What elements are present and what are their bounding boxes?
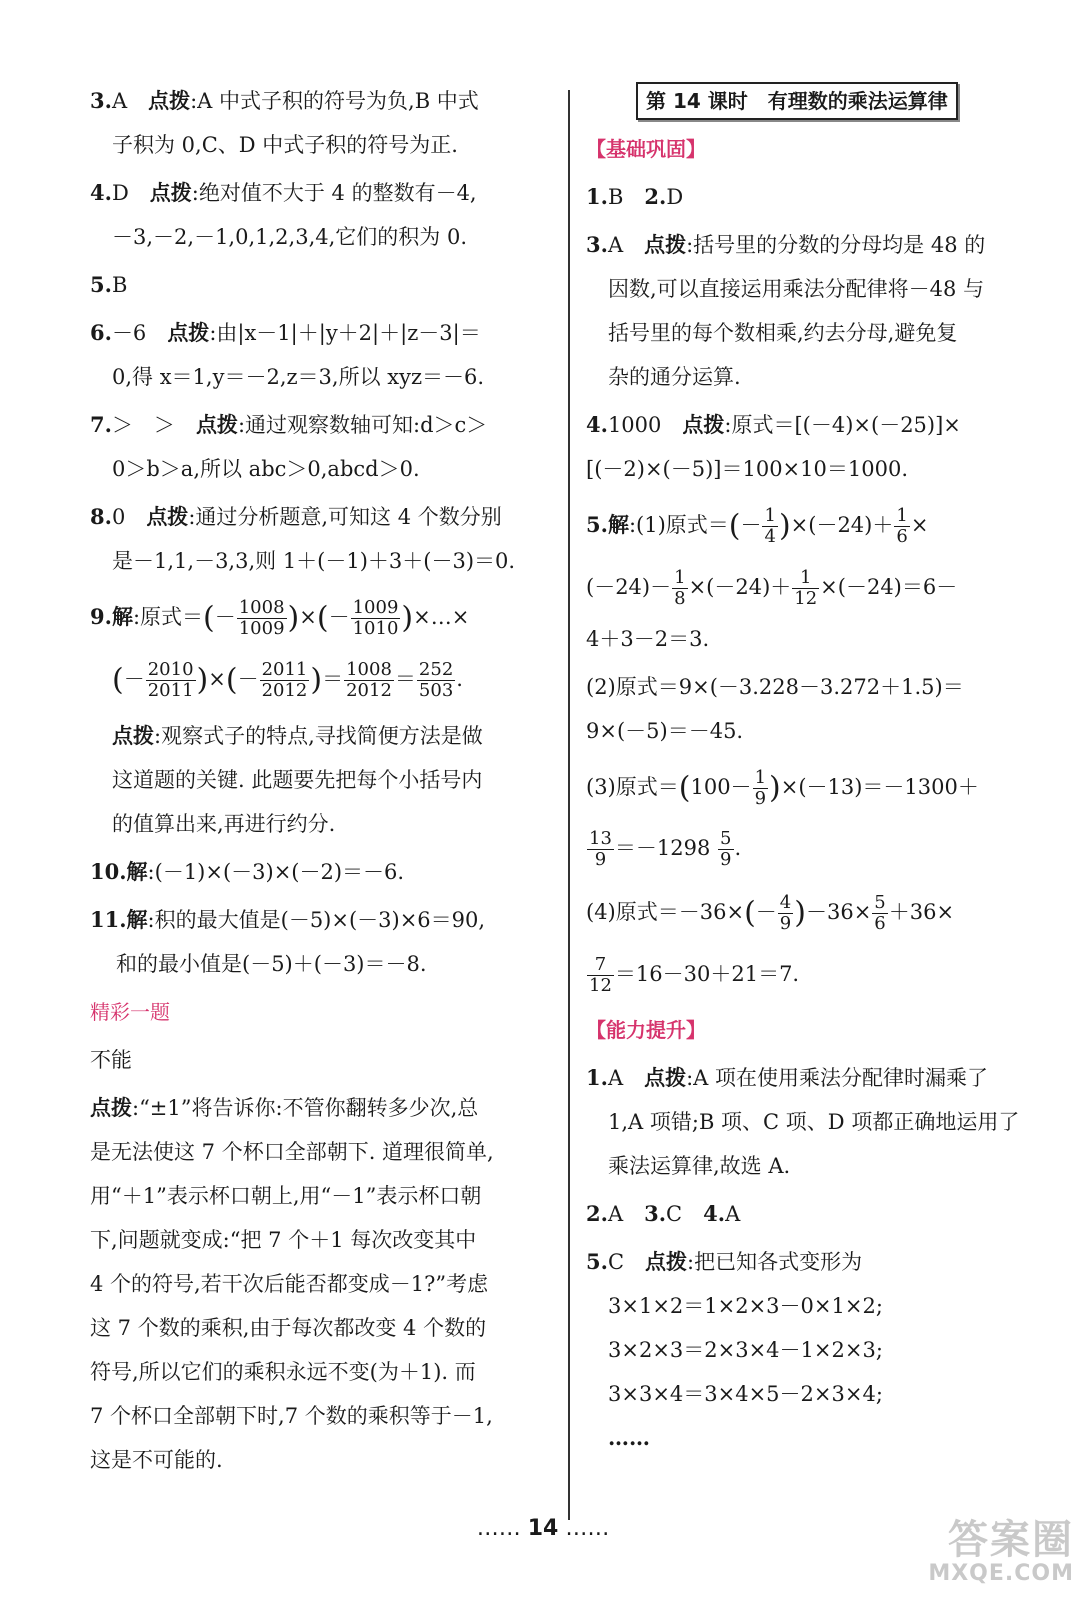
highlight-tip-line: 用“＋1”表示杯口朝上,用“－1”表示杯口朝 (90, 1184, 482, 1208)
highlight-answer: 不能 (90, 1048, 132, 1072)
q-number: 11. (90, 907, 127, 932)
answer-3: 3.A 点拨:括号里的分数的分母均是 48 的 (586, 232, 986, 257)
highlight-tip-line: 这是不可能的. (90, 1448, 223, 1472)
fraction: $\frac{2010}{2011}$ (147, 658, 194, 701)
q-number: 5. (90, 272, 112, 297)
solution-line: (3)原式＝(100－ $\frac{1}{9}$ )×(－13)＝－1300＋ (586, 766, 979, 809)
solution-line: (2)原式＝9×(－3.228－3.272＋1.5)＝ (586, 674, 964, 699)
q-text: :A 中式子积的符号为负,B 中式 (190, 89, 479, 113)
footer-dots: …… (476, 1516, 521, 1541)
solution-line: (－24)－ $\frac{1}{8}$ ×(－24)＋ $\frac{1}{12}$ ×(－24)＝6－ (586, 566, 958, 609)
fraction: $\frac{252}{503}$ (418, 658, 454, 701)
solution-line: $\frac{7}{12}$ ＝16－30＋21＝7. (589, 953, 800, 996)
tip-label: 点拨 (644, 1064, 687, 1090)
highlight-tip-line: 符号,所以它们的乘积永远不变(为＋1). 而 (90, 1360, 476, 1384)
q-text: :通过观察数轴可知:d＞c＞ (237, 413, 488, 437)
q-text-line: [(－2)×(－5)]＝100×10＝1000. (586, 457, 908, 481)
answer-7 (90, 406, 560, 444)
solution-label: 解 (126, 907, 148, 932)
highlight-tip-line: 是无法使这 7 个杯口全部朝下. 道理很简单, (90, 1140, 494, 1164)
lesson-title: 第 14 课时 有理数的乘法运算律 (636, 82, 958, 120)
section-basic: 【基础巩固】 (586, 137, 706, 161)
highlight-tip-line: 下,问题就变成:“把 7 个＋1 每次改变其中 (90, 1228, 477, 1252)
q-text-line: 0,得 x＝1,y＝－2,z＝3,所以 xyz＝－6. (112, 365, 485, 389)
q-text-line: 括号里的每个数相乘,约去分母,避免复 (608, 321, 958, 345)
equation-line: 3×1×2＝1×2×3－0×1×2; (608, 1293, 883, 1318)
answer-5 (90, 266, 560, 304)
equation-line: …… (608, 1424, 650, 1450)
solution-line: $\frac{13}{9}$ ＝－1298 $\frac{5}{9}$ . (589, 828, 742, 870)
q-text: :由|x－1|＋|y＋2|＋|z－3|＝ (209, 321, 481, 345)
fraction: $\frac{1009}{1010}$ (352, 597, 399, 639)
page-number: 14 (527, 1516, 559, 1541)
tip-label: 点拨 (146, 504, 189, 529)
fraction: $\frac{1008}{1009}$ (238, 597, 285, 639)
q-text-line: 的值算出来,再进行约分. (112, 812, 336, 836)
right-column (586, 82, 1056, 1467)
q-number: 4. (90, 180, 112, 205)
q-answer: A (111, 89, 128, 113)
answer-4: 4.1000 点拨:原式＝[(－4)×(－25)]× (586, 412, 961, 437)
solution-label: 解 (111, 604, 133, 629)
q-text-line: 和的最小值是(－5)＋(－3)＝－8. (116, 952, 427, 976)
fraction: $\frac{5}{6}$ (874, 892, 886, 934)
q-text: :(－1)×(－3)×(－2)＝－6. (147, 860, 405, 884)
q-number: 5. (586, 512, 608, 537)
highlight-tip-line: 这 7 个数的乘积,由于每次都改变 4 个数的 (90, 1316, 487, 1340)
q-text: :原式＝ (132, 605, 204, 629)
q-answer: －6 (111, 321, 147, 345)
fraction: $\frac{2011}{2012}$ (261, 658, 308, 701)
footer-dots: …… (565, 1516, 610, 1541)
ability-answer-5: 5.C 点拨:把已知各式变形为 (586, 1248, 863, 1274)
answer-5: 5.解:(1)原式＝(－ $\frac{1}{4}$ )×(－24)＋ $\frac{1}{6}$ × (586, 505, 929, 547)
q-number: 10. (90, 859, 127, 884)
highlight-tip-line: 点拨:“±1”将告诉你:不管你翻转多少次,总 (90, 1095, 479, 1120)
q-text-line: 是－1,1,－3,3,则 1＋(－1)＋3＋(－3)＝0. (112, 549, 516, 573)
lesson-header (586, 82, 1056, 120)
q-text: :绝对值不大于 4 的整数有－4, (191, 181, 477, 205)
q-text-line: 0＞b＞a,所以 abc＞0,abcd＞0. (112, 457, 420, 481)
q9-tip: 点拨:观察式子的特点,寻找简便方法是做 (112, 723, 483, 748)
q-text-line: 因数,可以直接运用乘法分配律将－48 与 (608, 277, 985, 301)
ability-answer-1: 1.A 点拨:A 项在使用乘法分配律时漏乘了 (586, 1064, 989, 1090)
answer-4 (90, 174, 560, 212)
answer-6 (90, 314, 560, 352)
q-text-line: 1,A 项错;B 项、C 项、D 项都正确地运用了 (608, 1109, 1020, 1134)
q-number: 9. (90, 604, 112, 629)
highlight-problem-title: 精彩一题 (90, 1000, 170, 1024)
answer-11 (90, 901, 560, 939)
q-text: :通过分析题意,可知这 4 个数分别 (188, 505, 502, 529)
q-answer: 0 (111, 505, 126, 529)
tip-label: 点拨 (148, 88, 191, 113)
tip-label: 点拨 (195, 412, 238, 437)
answer-9: 9.解:原式＝(－ $\frac{1008}{1009}$ )×(－ $\frac{1009}{1010}$ )×…× (90, 597, 470, 639)
q-number: 3. (90, 88, 112, 113)
watermark-url: MXQE.COM (928, 1561, 1074, 1586)
q-text-line: 乘法运算律,故选 A. (608, 1153, 791, 1178)
solution-label: 解 (607, 512, 629, 537)
tip-label: 点拨 (644, 232, 687, 257)
tip-label: 点拨 (149, 180, 192, 205)
answer-10 (90, 853, 560, 891)
fraction: $\frac{1008}{2012}$ (346, 658, 392, 701)
q-text-line: 杂的通分运算. (608, 365, 741, 389)
tip-label: 点拨 (645, 1248, 688, 1274)
q-number: 8. (90, 504, 112, 529)
watermark (928, 1519, 1074, 1586)
answer-3 (90, 82, 560, 120)
solution-label: 解 (126, 859, 148, 884)
equation-line: 3×2×3＝2×3×4－1×2×3; (608, 1337, 883, 1362)
q-answer: ＞ ＞ (111, 413, 175, 437)
answer-8 (90, 498, 560, 536)
q-text-line: 子积为 0,C、D 中式子积的符号为正. (112, 133, 458, 157)
tip-label: 点拨 (90, 1095, 132, 1120)
tip-label: 点拨 (167, 320, 210, 345)
fraction: $\frac{7}{12}$ (589, 953, 612, 996)
answers-1-2: 1.B 2.D (586, 184, 684, 209)
q-number: 4. (586, 412, 608, 437)
ability-answers-2-4: 2.A 3.C 4.A (586, 1200, 741, 1226)
left-column (90, 82, 560, 1489)
q-answer: B (111, 273, 128, 297)
fraction: $\frac{4}{9}$ (779, 892, 792, 934)
q-number: 3. (586, 232, 608, 257)
fraction: $\frac{1}{4}$ (764, 505, 776, 547)
fraction: $\frac{1}{6}$ (896, 505, 908, 547)
section-ability: 【能力提升】 (586, 1017, 706, 1042)
solution-line: (4)原式＝－36×(－ $\frac{4}{9}$ )－36× $\frac{5}{6}$ ＋36× (586, 892, 955, 934)
column-divider (568, 90, 570, 1520)
fraction: $\frac{5}{9}$ (720, 828, 732, 870)
highlight-tip-line: 4 个的符号,若干次后能否都变成－1?”考虑 (90, 1272, 489, 1296)
q-number: 7. (90, 412, 112, 437)
fraction: $\frac{1}{12}$ (794, 566, 818, 609)
fraction: $\frac{1}{8}$ (674, 566, 686, 609)
q-number: 5. (586, 1248, 608, 1274)
solution-line: 4＋3－2＝3. (586, 626, 710, 651)
q-text-line: 这道题的关键. 此题要先把每个小括号内 (112, 768, 483, 792)
q-text-line: －3,－2,－1,0,1,2,3,4,它们的积为 0. (112, 225, 467, 249)
q9-line-2: (－ $\frac{2010}{2011}$ )×(－ $\frac{2011}{2012}$ )＝ $\frac{1008}{2012}$ ＝ $\frac{252}{503}$ . (112, 658, 463, 701)
q-number: 6. (90, 320, 112, 345)
tip-label: 点拨 (112, 723, 154, 748)
tip-label: 点拨 (682, 412, 725, 437)
page-footer (0, 1516, 1086, 1541)
fraction: $\frac{1}{9}$ (754, 766, 767, 809)
highlight-tip-line: 7 个杯口全部朝下时,7 个数的乘积等于－1, (90, 1404, 493, 1428)
equation-line: 3×3×4＝3×4×5－2×3×4; (608, 1381, 883, 1406)
q-number: 1. (586, 1064, 608, 1090)
q-text: :积的最大值是(－5)×(－3)×6＝90, (147, 908, 486, 932)
q-answer: D (111, 181, 129, 205)
fraction: $\frac{13}{9}$ (589, 828, 612, 870)
solution-line: 9×(－5)＝－45. (586, 718, 744, 743)
watermark-logo: 答案圈 (948, 1517, 1074, 1563)
